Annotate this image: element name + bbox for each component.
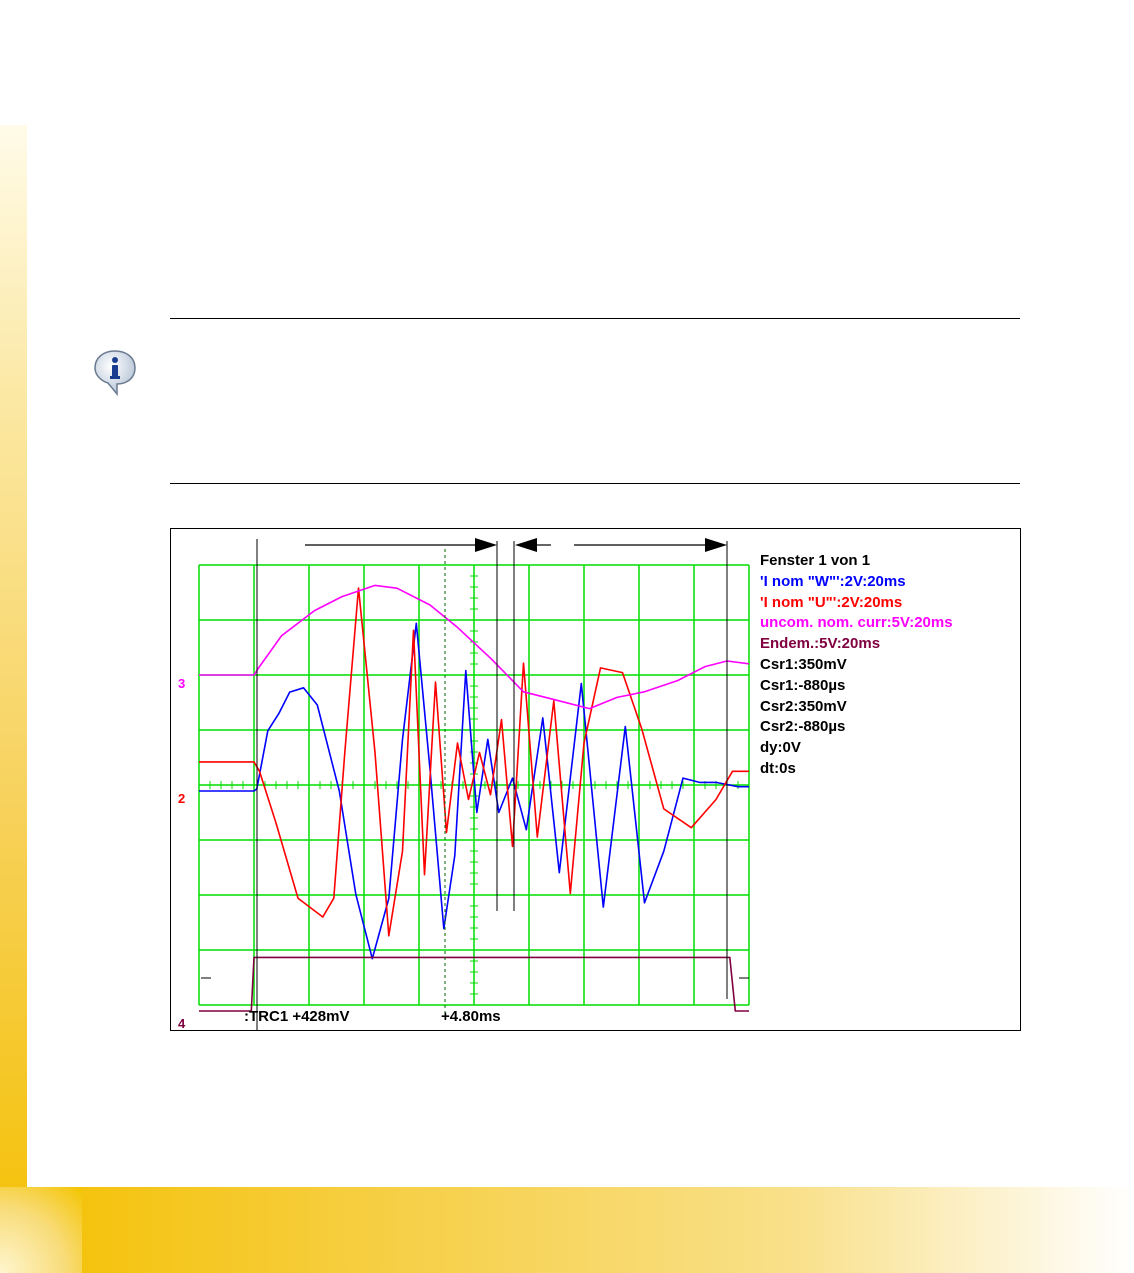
legend-item: Csr2:350mV: [760, 697, 847, 715]
trc-readout: :TRC1 +428mV: [244, 1008, 350, 1025]
arrow-head: [705, 538, 727, 552]
bottom-divider: [170, 483, 1020, 484]
arrow-head: [515, 538, 537, 552]
bottom-decor-band: [0, 1187, 1134, 1273]
channel-3-marker: 3: [178, 676, 186, 691]
legend: [760, 551, 953, 780]
channel-4-marker: 4: [178, 1016, 186, 1031]
channel-2-marker: 2: [178, 791, 186, 806]
info-icon: [92, 348, 138, 398]
legend-item: Csr2:-880µs: [760, 718, 846, 736]
legend-item: Csr1:-880µs: [760, 676, 846, 694]
legend-item: dt:0s: [760, 759, 796, 777]
legend-item: dy:0V: [760, 739, 801, 757]
left-decor-band: [0, 125, 27, 1273]
time-readout: +4.80ms: [441, 1008, 501, 1025]
top-divider: [170, 318, 1020, 319]
legend-item: Csr1:350mV: [760, 655, 847, 673]
oscilloscope-chart: [170, 528, 1021, 1031]
bottom-corner-decor: [0, 1187, 82, 1273]
legend-item: Fenster 1 von 1: [760, 552, 871, 569]
legend-item: 'I nom "W"':2V:20ms: [760, 572, 906, 590]
arrow-head: [475, 538, 497, 552]
legend-item: uncom. nom. curr:5V:20ms: [760, 614, 953, 632]
legend-item: Endem.:5V:20ms: [760, 635, 881, 653]
legend-item: 'I nom "U"':2V:20ms: [760, 593, 903, 611]
